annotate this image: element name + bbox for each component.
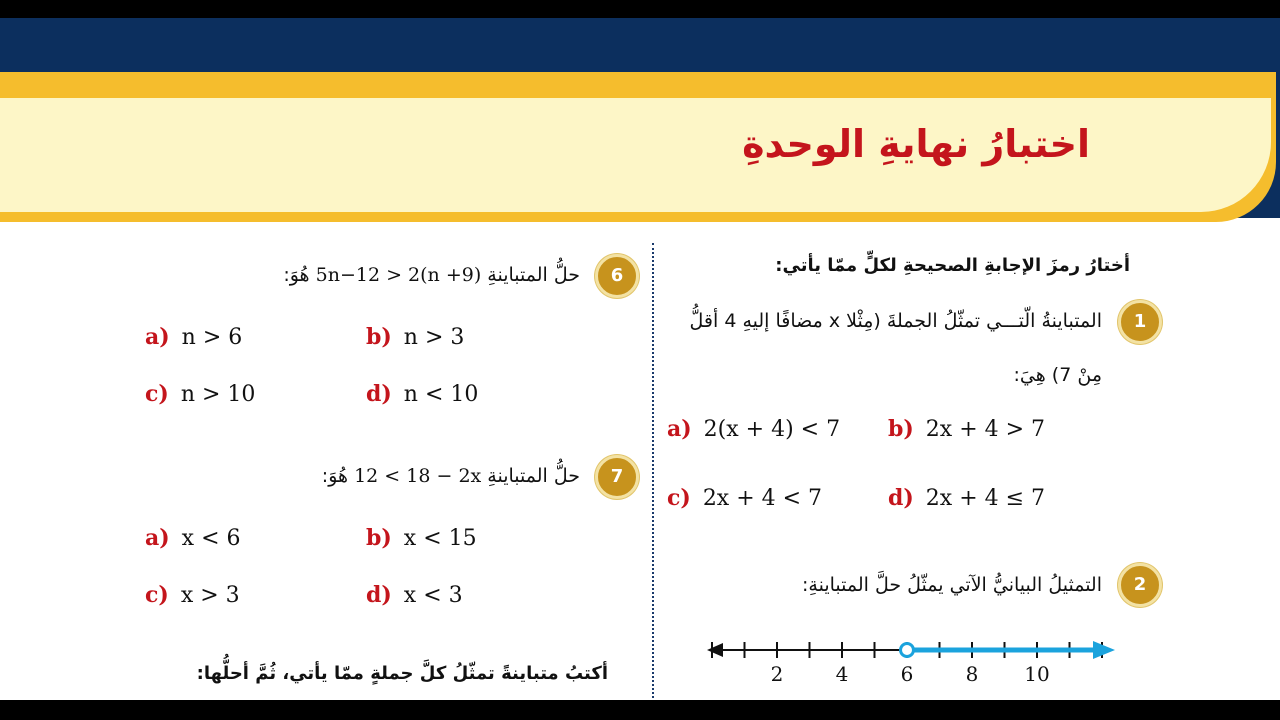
option-text: 2(x + 4) < 7 [703, 417, 841, 442]
number-line [705, 630, 1125, 700]
option-label: b) [366, 324, 392, 350]
left-arrow-icon [707, 643, 723, 657]
q1-option-c[interactable] [667, 485, 822, 511]
question-2-text: التمثيلُ البيانيُّ الآتي يمثّلُ حلَّ المتباينةِ: [802, 574, 1102, 596]
q6-suffix: هُوَ: [283, 264, 310, 286]
q6-option-c[interactable] [145, 381, 255, 407]
option-text: 2x + 4 < 7 [702, 486, 823, 511]
option-text: n > 6 [181, 325, 243, 350]
option-text: 2x + 4 > 7 [925, 417, 1046, 442]
q1-option-b[interactable] [888, 416, 1045, 442]
question-1-text-line1: المتباينةُ الّتـــي تمثّلُ الجملةَ (مِثْلا x مضافًا إليهِ 4 أقلُّ [689, 310, 1102, 332]
option-label: a) [145, 525, 170, 551]
option-text: n > 3 [403, 325, 465, 350]
q7-inequality: 12 < 18 − 2x [354, 465, 482, 487]
q7-option-a[interactable] [145, 525, 241, 551]
instruction-choose: أختارُ رمزَ الإجابةِ الصحيحةِ لكلٍّ ممّا يأتي: [775, 255, 1130, 276]
option-label: a) [667, 416, 692, 442]
question-2-badge: 2 [1118, 563, 1162, 607]
question-6-badge: 6 [595, 254, 639, 298]
q7-option-c[interactable] [145, 582, 240, 608]
q7-option-d[interactable] [366, 582, 463, 608]
open-circle-point [901, 644, 914, 657]
option-label: d) [366, 582, 392, 608]
option-label: d) [888, 485, 914, 511]
q6-inequality: 5n−12 > 2(n +9) [315, 264, 482, 286]
q1-option-a[interactable] [667, 416, 840, 442]
option-text: 2x + 4 ≤ 7 [925, 486, 1046, 511]
option-text: x < 15 [403, 526, 477, 551]
option-text: x < 3 [403, 583, 463, 608]
tick-label: 2 [770, 662, 784, 686]
option-text: n > 10 [180, 382, 256, 407]
letterbox-top [0, 0, 1280, 18]
q1-option-d[interactable] [888, 485, 1045, 511]
question-7-text [322, 465, 580, 487]
tick-label: 6 [900, 662, 914, 686]
option-label: c) [145, 582, 169, 608]
option-label: d) [366, 381, 392, 407]
q7-suffix: هُوَ: [321, 465, 349, 487]
option-label: c) [145, 381, 169, 407]
textbook-page [0, 18, 1280, 700]
q6-lead: حلُّ المتباينةِ [487, 264, 580, 286]
column-divider [652, 243, 654, 698]
option-text: x > 3 [180, 583, 240, 608]
option-label: b) [888, 416, 914, 442]
question-1-badge: 1 [1118, 300, 1162, 344]
question-1-text-line2: مِنْ 7) هِيَ: [1013, 364, 1102, 386]
page-title: اختبارُ نهايةِ الوحدةِ [742, 122, 1090, 166]
q6-option-a[interactable] [145, 324, 242, 350]
question-7-badge: 7 [595, 455, 639, 499]
q7-option-b[interactable] [366, 525, 477, 551]
q7-lead: حلُّ المتباينةِ [487, 465, 580, 487]
tick-label: 8 [965, 662, 979, 686]
option-label: b) [366, 525, 392, 551]
q6-option-d[interactable] [366, 381, 478, 407]
letterbox-bottom [0, 700, 1280, 720]
right-arrow-icon [1093, 641, 1115, 659]
instruction-write: أكتبُ متباينةً تمثّلُ كلَّ جملةٍ ممّا يأتي، ثُمَّ أحلُّها: [196, 663, 608, 684]
option-label: a) [145, 324, 170, 350]
option-text: n < 10 [403, 382, 479, 407]
tick-label: 4 [835, 662, 849, 686]
question-6-text [283, 264, 580, 286]
tick-label: 10 [1024, 662, 1050, 686]
option-label: c) [667, 485, 691, 511]
option-text: x < 6 [181, 526, 241, 551]
q6-option-b[interactable] [366, 324, 464, 350]
